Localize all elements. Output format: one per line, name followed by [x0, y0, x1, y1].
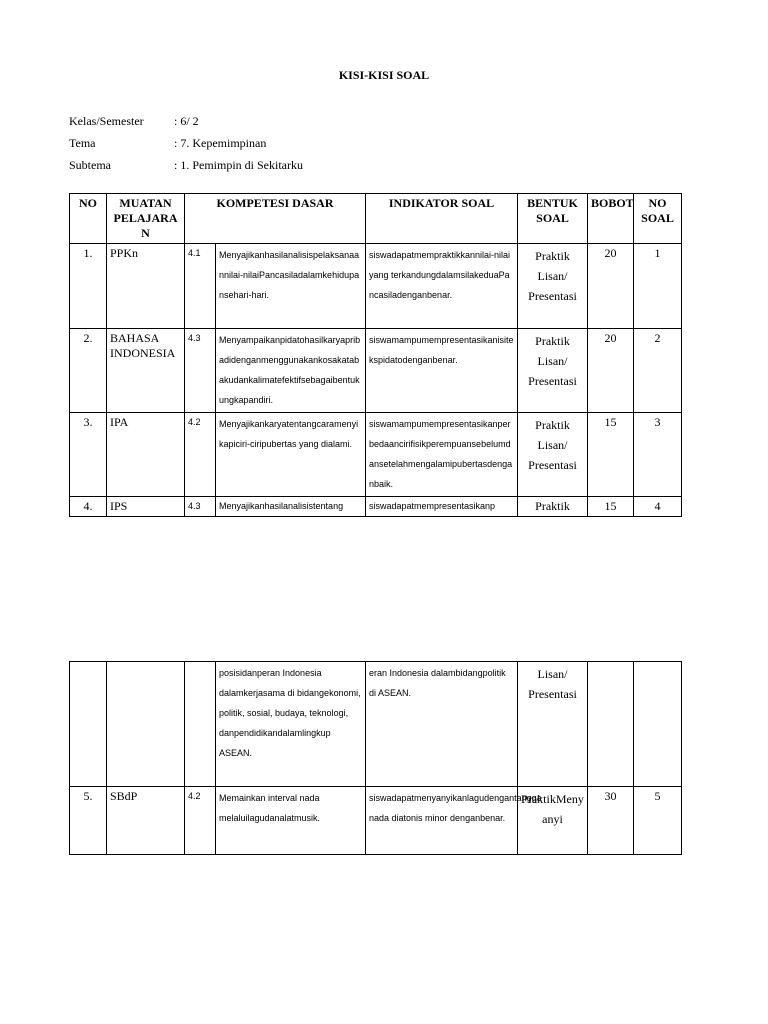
- cell-bentuk: [518, 497, 588, 517]
- cell-muatan: [107, 662, 185, 787]
- cell-no: 3.: [70, 413, 107, 497]
- cell-kd-no: 4.3: [185, 329, 216, 413]
- bentuk-line: PraktikMenyanyi: [521, 792, 584, 826]
- table-row: [70, 244, 682, 329]
- cell-no: 2.: [70, 329, 107, 413]
- header-nosoal: NO SOAL: [634, 194, 682, 244]
- cell-muatan: PPKn: [107, 244, 185, 329]
- header-indikator: INDIKATOR SOAL: [366, 194, 518, 244]
- cell-nosoal: 2: [634, 329, 682, 413]
- cell-bobot: 30: [588, 787, 634, 855]
- bentuk-line: Presentasi: [528, 289, 577, 303]
- header-bentuk: BENTUK SOAL: [518, 194, 588, 244]
- cell-kd-no: 4.2: [185, 787, 216, 855]
- meta-label: Kelas/Semester: [69, 114, 144, 128]
- table-row: [70, 413, 682, 497]
- table-row: [70, 787, 682, 855]
- header-bobot: BOBOT: [588, 194, 634, 244]
- bentuk-line: Lisan/: [537, 667, 568, 681]
- cell-indikator: siswadapatmenyanyikanlagudengantangga nada diatonis minor denganbenar.: [366, 787, 518, 855]
- cell-no: [70, 662, 107, 787]
- header-no: NO: [70, 194, 107, 244]
- bentuk-line: Presentasi: [528, 374, 577, 388]
- meta-value: : 6/ 2: [174, 114, 199, 128]
- table-row: [70, 662, 682, 787]
- cell-kd-no: [185, 662, 216, 787]
- cell-bentuk: [518, 329, 588, 413]
- cell-indikator: siswamampumempresentasikanisitekspidatodenganbenar.: [366, 329, 518, 413]
- cell-kd-text: Menyajikankaryatentangcaramenyikapiciri-ciripubertas yang dialami.: [216, 413, 366, 497]
- cell-muatan: SBdP: [107, 787, 185, 855]
- cell-bentuk: [518, 244, 588, 329]
- cell-muatan: IPA: [107, 413, 185, 497]
- cell-indikator: siswamampumempresentasikanperbedaanciriﬁsikperempuansebelumdansetelahmengalamipubertasdenganbaik.: [366, 413, 518, 497]
- cell-nosoal: [634, 662, 682, 787]
- cell-indikator: siswadapatmempresentasikanp: [366, 497, 518, 517]
- header-muatan: MUATAN PELAJARA N: [107, 194, 185, 244]
- bentuk-line: Praktik: [535, 418, 570, 432]
- bentuk-line: Lisan/: [537, 354, 568, 368]
- cell-kd-text: Memainkan interval nada melaluilagudanalatmusik.: [216, 787, 366, 855]
- cell-no: 5.: [70, 787, 107, 855]
- cell-muatan: IPS: [107, 497, 185, 517]
- bentuk-line: Presentasi: [528, 458, 577, 472]
- cell-kd-text: Menyajikanhasilanalisispelaksanaannilai-nilaiPancasiladalamkehidupansehari-hari.: [216, 244, 366, 329]
- bentuk-line: Presentasi: [528, 687, 577, 701]
- bentuk-line: Praktik: [535, 334, 570, 348]
- bentuk-line: Praktik: [535, 499, 570, 513]
- cell-muatan: BAHASA INDONESIA: [107, 329, 185, 413]
- cell-bobot: 20: [588, 244, 634, 329]
- table-header-row: [70, 194, 682, 244]
- bentuk-line: Lisan/: [537, 438, 568, 452]
- cell-kd-no: 4.1: [185, 244, 216, 329]
- meta-value: : 7. Kepemimpinan: [174, 136, 267, 150]
- cell-bentuk: [518, 787, 588, 855]
- cell-kd-text: posisidanperan Indonesia dalamkerjasama di bidangekonomi, politik, sosial, budaya, teknologi, danpendidikandalamlingkup ASEAN.: [216, 662, 366, 787]
- cell-nosoal: 3: [634, 413, 682, 497]
- header-kompetensi: KOMPETESI DASAR: [185, 194, 366, 244]
- kisi-table-page1: [69, 193, 682, 517]
- table-row: [70, 497, 682, 517]
- cell-nosoal: 5: [634, 787, 682, 855]
- cell-nosoal: 4: [634, 497, 682, 517]
- cell-kd-text: Menyampaikanpidatohasilkaryapribadidenganmenggunakankosakatabakudankalimatefektifsebagaibentukungkapandiri.: [216, 329, 366, 413]
- meta-label: Subtema: [69, 158, 111, 172]
- cell-bobot: 15: [588, 497, 634, 517]
- cell-kd-no: 4.2: [185, 413, 216, 497]
- cell-no: 1.: [70, 244, 107, 329]
- cell-bentuk: [518, 413, 588, 497]
- cell-no: 4.: [70, 497, 107, 517]
- cell-kd-text: Menyajikanhasilanalisistentang: [216, 497, 366, 517]
- bentuk-line: Lisan/: [537, 269, 568, 283]
- document-title: KISI-KISI SOAL: [338, 68, 430, 82]
- cell-bobot: 15: [588, 413, 634, 497]
- cell-indikator: eran Indonesia dalambidangpolitik di ASEAN.: [366, 662, 518, 787]
- meta-label: Tema: [69, 136, 96, 150]
- cell-bobot: 20: [588, 329, 634, 413]
- kisi-table-page2: [69, 661, 682, 855]
- cell-nosoal: 1: [634, 244, 682, 329]
- cell-indikator: siswadapatmempraktikkannilai-nilai yang terkandungdalamsilakeduaPancasiladenganbenar.: [366, 244, 518, 329]
- cell-bentuk: [518, 662, 588, 787]
- table-row: [70, 329, 682, 413]
- meta-value: : 1. Pemimpin di Sekitarku: [174, 158, 303, 172]
- cell-bobot: [588, 662, 634, 787]
- bentuk-line: Praktik: [535, 249, 570, 263]
- cell-kd-no: 4.3: [185, 497, 216, 517]
